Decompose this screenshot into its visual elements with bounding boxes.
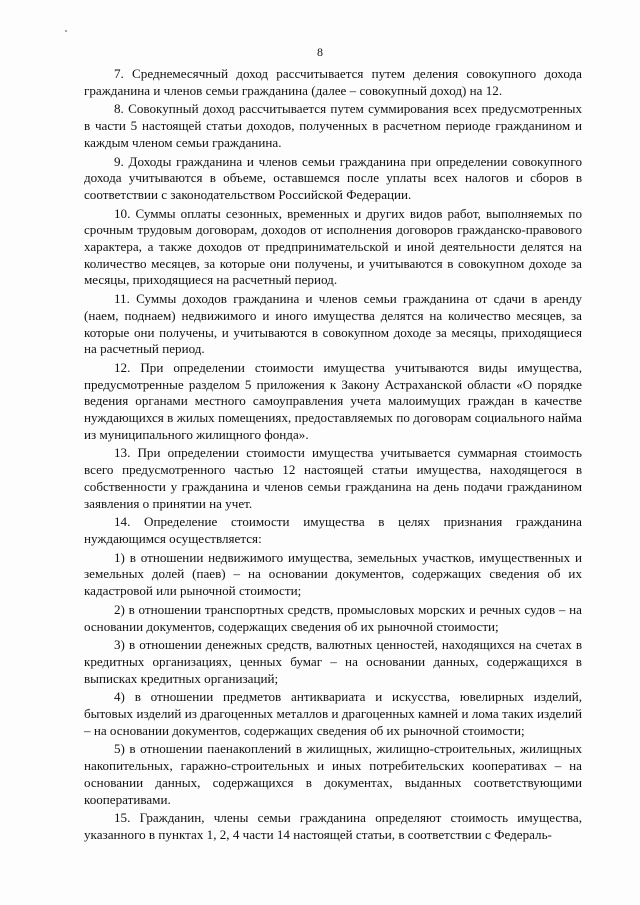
paragraph-13: 13. При определении стоимости имущества учитывается суммарная стоимость всего предусмотренного частью 12 настоящей статьи имущества, находящегося в собственности у гражданина и членов семьи гражданина на день подачи гражданином заявления о принятии на учет. [84,445,582,511]
paragraph-14-item-3: 3) в отношении денежных средств, валютных ценностей, находящихся на счетах в кредитных организациях, ценных бумаг – на основании данных, содержащихся в выписках кредитных организаций; [84,637,582,686]
paragraph-14-item-1: 1) в отношении недвижимого имущества, земельных участков, имущественных и земельных долей (паев) – на основании документов, содержащих сведения об их кадастровой или рыночной стоимости; [84,549,582,599]
paragraph-9: 9. Доходы гражданина и членов семьи гражданина при определении совокупного дохода учитываются в объеме, оставшемся после уплаты всех налогов и сборов в соответствии с законодательством Российской Федерации. [84,153,582,202]
paragraph-12: 12. При определении стоимости имущества учитываются виды имущества, предусмотренные разделом 5 приложения к Закону Астраханской области «О порядке ведения органами местного самоуправления учета малоимущих граждан в качестве нуждающихся в жилых помещениях, предоставляемых по договорам социального найма из муниципального жилищного фонда». [84,359,582,442]
paragraph-15: 15. Гражданин, члены семьи гражданина определяют стоимость имущества, указанного в пунктах 1, 2, 4 части 14 настоящей статьи, в соответствии с Федераль- [84,810,582,842]
paragraph-14-item-2: 2) в отношении транспортных средств, промысловых морских и речных судов – на основании документов, содержащих сведения об их рыночной стоимости; [84,601,582,634]
paragraph-7: 7. Среднемесячный доход рассчитывается путем деления совокупного дохода гражданина и членов семьи гражданина (далее – совокупный доход) на 12. [84,66,582,98]
page-number: 8 [317,45,323,59]
paragraph-11: 11. Суммы доходов гражданина и членов семьи гражданина от сдачи в аренду (наем, поднаем) недвижимого и иного имущества делятся на количество месяцев, за которые они получены, и учитываются в совокупном доходе за месяцы, приходящиеся на расчетный период. [84,291,582,357]
paragraph-14: 14. Определение стоимости имущества в целях признания гражданина нуждающимся осуществляется: [84,514,582,546]
paragraph-8: 8. Совокупный доход рассчитывается путем суммирования всех предусмотренных в части 5 настоящей статьи доходов, полученных в расчетном периоде гражданином и каждым членом семьи гражданина. [84,101,582,150]
scan-speck [65,30,67,32]
document-body [84,66,582,846]
paragraph-14-item-4: 4) в отношении предметов антиквариата и искусства, ювелирных изделий, бытовых изделий из драгоценных металлов и драгоценных камней и лома таких изделий – на основании документов, содержащих сведения об их рыночной стоимости; [84,689,582,738]
paragraph-10: 10. Суммы оплаты сезонных, временных и других видов работ, выполняемых по срочным трудовым договорам, доходов от исполнения договоров гражданско-правового характера, а также доходов от предпринимательской и иной деятельности делятся на количество месяцев, за которые они получены, и учитываются в совокупном доходе за месяцы, приходящиеся на расчетный период. [84,205,582,288]
paragraph-14-item-5: 5) в отношении паенакоплений в жилищных, жилищно-строительных, жилищных накопительных, гаражно-строительных и иных потребительских кооперативах – на основании данных, содержащихся в документах, выданных соответствующими кооперативами. [84,741,582,807]
